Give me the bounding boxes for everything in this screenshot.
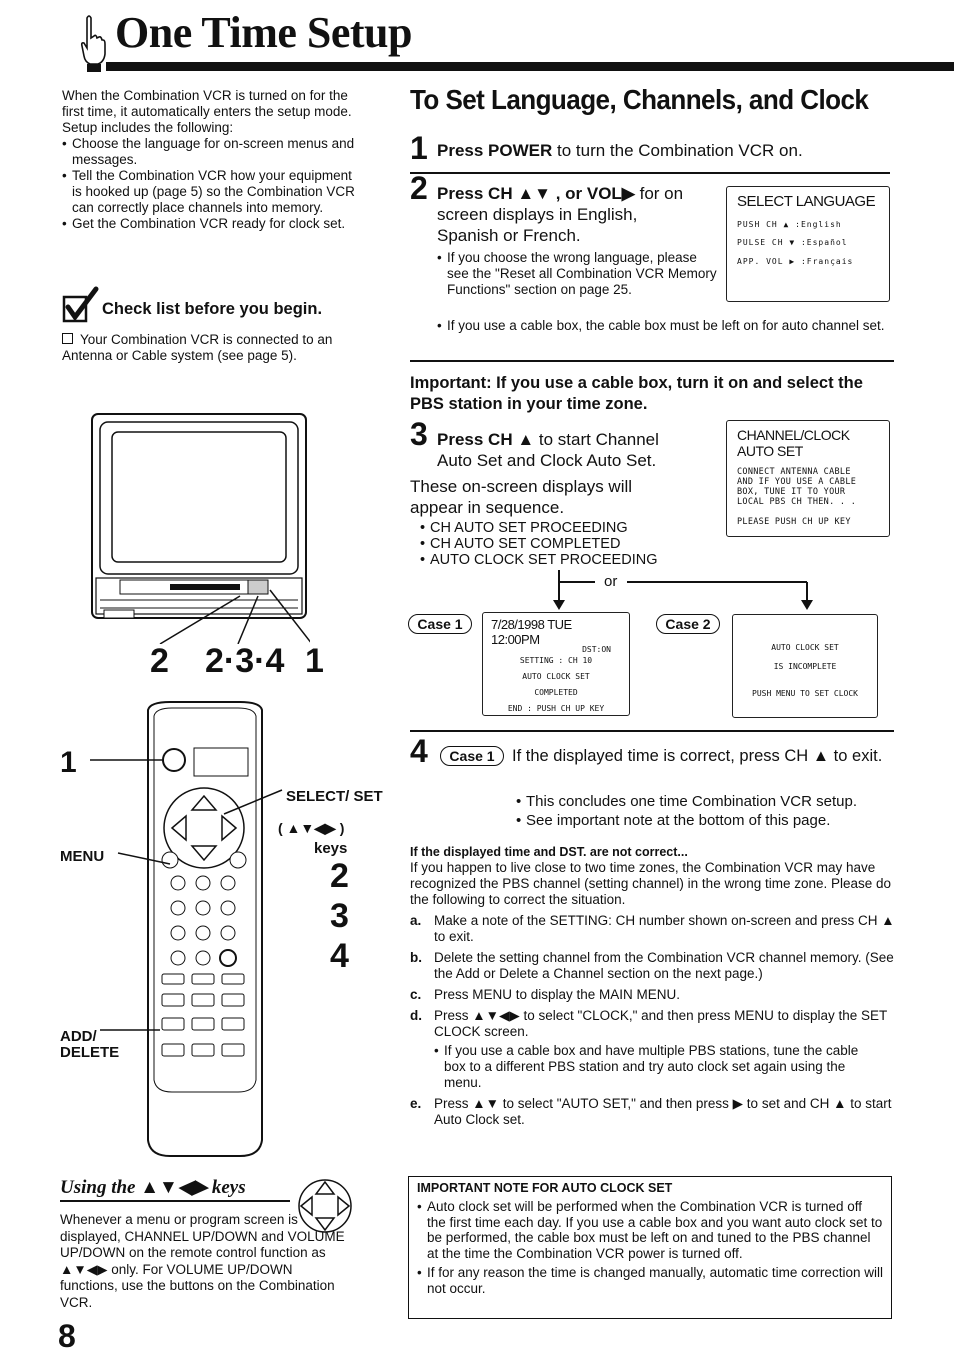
important-note-box	[408, 1176, 892, 1319]
remote-callout-keys: keys	[314, 840, 348, 857]
tv-callout-2: 2	[150, 642, 169, 680]
intro-paragraph: When the Combination VCR is turned on for the first time, it automatically enters the setup mode. Setup includes the following:	[62, 88, 352, 135]
intro-bullet: • Get the Combination VCR ready for clock set.	[62, 216, 362, 232]
step1-text: to turn the Combination VCR on.	[552, 141, 803, 160]
step3-paragraph: These on-screen displays will appear in sequence.	[410, 477, 633, 517]
tv-callout-1: 1	[305, 642, 324, 680]
dst-heading: If the displayed time and DST. are not correct...	[410, 845, 688, 859]
important-rule	[410, 360, 894, 362]
intro-bullet: • Choose the language for on-screen menus and messages.	[62, 136, 362, 168]
dst-step-letter: b.	[410, 950, 422, 965]
remote-callout-arrows: ( ▲▼◀▶ )	[278, 820, 345, 836]
dst-step-text: Make a note of the SETTING: CH number shown on-screen and press CH ▲ to exit.	[434, 913, 895, 944]
case-2-line: AUTO CLOCK SET	[771, 643, 839, 652]
case-1-dst: DST:ON	[582, 645, 611, 654]
dst-step-text: Press ▲▼◀▶ to select "CLOCK," and then press MENU to display the SET CLOCK screen.	[434, 1008, 887, 1039]
case-1-screen	[482, 612, 630, 716]
step3-bullet: • AUTO CLOCK SET PROCEEDING	[420, 552, 657, 568]
note-box-bullets	[417, 1199, 883, 1296]
step2-text-3: Spanish or French.	[437, 226, 581, 245]
dst-sub-bullets	[434, 1043, 874, 1091]
language-row: PULSE CH ▼ :Español	[737, 238, 848, 248]
case-branch-arrows	[545, 570, 825, 612]
dst-sub-bullet: • If you use a cable box and have multiple PBS stations, tune the cable box to a different PBS station and try auto clock set again using the menu.	[434, 1043, 874, 1091]
pointing-hand-icon	[78, 12, 108, 72]
step3-bullets	[420, 520, 657, 568]
remote-callout-3: 3	[330, 897, 349, 935]
case-1-line: SETTING : CH 10	[519, 656, 593, 665]
step2-text-2: screen displays in English,	[437, 205, 638, 224]
step4-text: If the displayed time is correct, press CH ▲ to exit.	[512, 747, 883, 765]
step2-note-list-2	[437, 318, 887, 334]
step3-bullet: • CH AUTO SET PROCEEDING	[420, 520, 657, 536]
dst-step-letter: e.	[410, 1096, 422, 1111]
title-rule	[106, 62, 954, 71]
intro-bullet: • Tell the Combination VCR how your equipment is hooked up (page 5) so the Combination VCR can correctly place channels into memory.	[62, 168, 362, 216]
using-keys-text: Whenever a menu or program screen is displayed, CHANNEL UP/DOWN and VOLUME UP/DOWN on the remote control function as ▲▼◀▶ only. For VOLUME UP/DOWN functions, use the buttons on the Combination VCR.	[60, 1212, 345, 1310]
intro-bullets	[62, 136, 362, 232]
step2-note-list	[437, 250, 717, 298]
dst-step-letter: d.	[410, 1008, 422, 1023]
remote-callout-lines	[60, 740, 320, 1060]
step3-number: 3	[410, 416, 428, 452]
checklist-title: Check list before you begin.	[102, 300, 323, 318]
case-2-screen	[732, 614, 878, 718]
using-keys-heading: Using the ▲▼◀▶ keys	[60, 1177, 246, 1198]
channel-clock-screen	[726, 420, 890, 537]
remote-callout-2: 2	[330, 857, 349, 895]
step1-bold: Press POWER	[437, 141, 553, 160]
remote-callout-1: 1	[60, 746, 77, 779]
dst-step-a	[410, 913, 900, 945]
step4-bullet: • See important note at the bottom of this page.	[516, 811, 857, 830]
intro-text	[62, 88, 362, 232]
step3-text-2: Auto Set and Clock Auto Set.	[437, 451, 657, 470]
important-text: Important: If you use a cable box, turn it on and select the PBS station in your time zone.	[410, 374, 863, 413]
case-1-line: END : PUSH CH UP KEY	[507, 704, 605, 713]
channel-clock-line: AND IF YOU USE A CABLE	[737, 477, 857, 487]
checkbox-check-icon	[62, 285, 100, 325]
dst-step-text: Press ▲▼ to select "AUTO SET," and then press ▶ to set and CH ▲ to start Auto Clock set.	[434, 1096, 892, 1127]
remote-callout-add: ADD/	[60, 1028, 97, 1045]
language-row: PUSH CH ▲ :English	[737, 220, 842, 229]
or-label: or	[604, 573, 618, 590]
channel-clock-line: BOX, TUNE IT TO YOUR	[737, 487, 846, 497]
note-box-bullet: • If for any reason the time is changed manually, automatic time correction will not occur.	[417, 1265, 883, 1296]
step2-note: • If you use a cable box, the cable box must be left on for auto channel set.	[437, 318, 887, 334]
case-1-badge: Case 1	[408, 614, 472, 634]
dst-step-e	[410, 1096, 900, 1128]
remote-callout-select: SELECT/ SET	[286, 788, 383, 805]
page-number: 8	[58, 1318, 76, 1354]
case-1-line: AUTO CLOCK SET	[522, 672, 590, 681]
dst-step-text: Press MENU to display the MAIN MENU.	[434, 987, 681, 1002]
step4-number: 4	[410, 733, 428, 769]
remote-callout-4: 4	[330, 937, 349, 975]
remote-callout-menu: MENU	[60, 848, 105, 865]
step3-bullet: • CH AUTO SET COMPLETED	[420, 536, 657, 552]
step3-bold: Press CH ▲	[437, 430, 535, 449]
step2-bold: Press CH ▲▼ , or VOL▶	[437, 184, 635, 203]
note-box-bullet: • Auto clock set will be performed when the Combination VCR is turned off the first time each day. If you use a cable box and you want auto clock set to be performed, the cable box must be left on and tuned to the PBS channel at the time the Combination VCR power is turned off.	[417, 1199, 883, 1261]
case-2-badge: Case 2	[656, 614, 720, 634]
channel-clock-title: CHANNEL/CLOCK AUTO SET	[737, 427, 850, 459]
select-language-screen	[726, 186, 890, 302]
dst-step-d	[410, 1008, 900, 1040]
dst-step-letter: c.	[410, 987, 422, 1002]
step3-text-1: to start Channel	[534, 430, 659, 449]
step2-text-1: for on	[634, 184, 684, 203]
case-2-line: PUSH MENU TO SET CLOCK	[752, 689, 858, 698]
dst-step-c	[410, 987, 900, 1003]
step4-case-badge: Case 1	[440, 746, 504, 766]
dst-step-letter: a.	[410, 913, 422, 928]
channel-clock-footer: PLEASE PUSH CH UP KEY	[737, 517, 851, 527]
remote-callout-delete: DELETE	[60, 1044, 120, 1061]
tv-callout-234: 2·3·4	[205, 642, 285, 680]
step1-rule	[410, 172, 890, 174]
select-language-title: SELECT LANGUAGE	[737, 193, 876, 210]
note-box-title: IMPORTANT NOTE FOR AUTO CLOCK SET	[417, 1181, 673, 1195]
dst-step-b	[410, 950, 900, 982]
channel-clock-line: CONNECT ANTENNA CABLE	[737, 467, 851, 477]
using-keys-rule	[60, 1200, 290, 1202]
channel-clock-line: LOCAL PBS CH THEN. . .	[737, 497, 857, 507]
tv-vcr-illustration	[90, 412, 310, 644]
section-title: To Set Language, Channels, and Clock	[410, 84, 869, 115]
case-1-title: 7/28/1998 TUE 12:00PM	[491, 617, 572, 647]
language-row: APP. VOL ▶ :Français	[737, 256, 854, 266]
dst-steps	[410, 913, 900, 1128]
step2-number: 2	[410, 170, 428, 206]
dst-intro: If you happen to live close to two time zones, the Combination VCR may have recognized the PBS channel (setting channel) in the wrong time zone. Please do the following to correct the situation.	[410, 860, 892, 907]
case-2-line: IS INCOMPLETE	[773, 662, 837, 671]
checklist-item: Your Combination VCR is connected to an Antenna or Cable system (see page 5).	[62, 332, 333, 363]
case-1-line: COMPLETED	[534, 688, 578, 697]
step4-bullets	[516, 792, 857, 830]
step4-rule	[410, 730, 894, 732]
page-title: One Time Setup	[115, 8, 412, 57]
step2-note: • If you choose the wrong language, please see the "Reset all Combination VCR Memory Functions" section on page 25.	[437, 250, 717, 298]
step1-number: 1	[410, 130, 428, 166]
step4-bullet: • This concludes one time Combination VCR setup.	[516, 792, 857, 811]
dst-step-text: Delete the setting channel from the Combination VCR channel memory. (See the Add or Delete a Channel section on the next page.)	[434, 950, 894, 981]
